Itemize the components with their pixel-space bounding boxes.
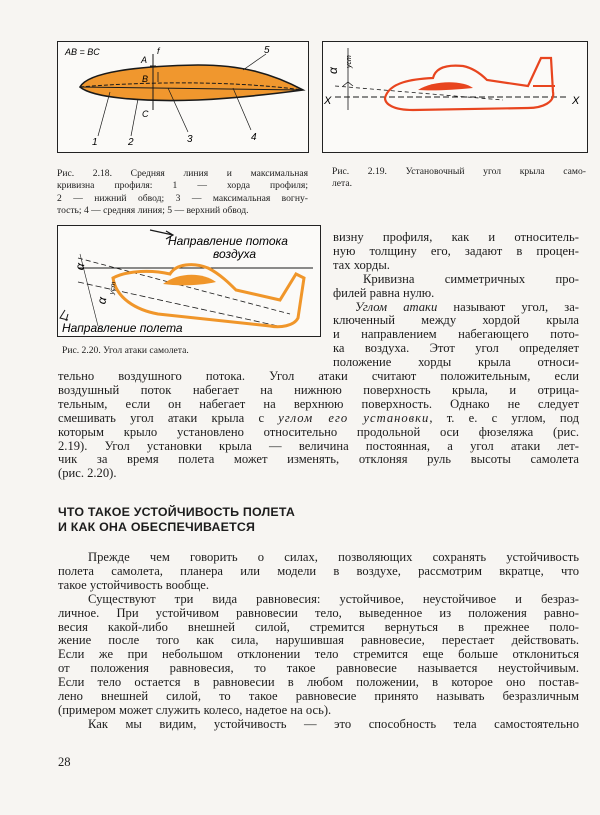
text-line: полета самолета, планера или модели в воздухе, рассмотрим вкратце, что [58,564,579,578]
right-column-text [333,231,579,370]
caption-line: лета. [332,178,353,190]
figure-2-18 [57,41,309,153]
point-c-label: C [142,109,149,119]
text-line: тельным, если он набегает на верхнюю поверхность. Однако не следует [58,397,579,411]
wing-section [418,82,473,90]
text-line: ка воздуха. Этот угол определяет [333,342,579,356]
flow-direction-label-line2: воздуха [213,247,257,261]
text-line: которым крыло установлено относительно продольной оси фюзеляжа (рис. [58,425,579,439]
airplane-side-outline [385,58,553,110]
text-line: 2.19). Угол установки крыла — величина постоянная, а угол атаки лет- [58,439,579,453]
text-line: чик за время полета может изменять, отклоняя руль высоты самолета [58,453,579,467]
label-3: 3 [187,134,193,145]
text-line: Кривизна симметричных про- [363,272,579,286]
text-line: (рис. 2.20). [58,467,117,481]
text-line: (примером может служить колесо, надетое на ось). [58,703,332,717]
text-line: лено внешней силой, то такое равновесие принято называть безразличным [58,690,579,704]
emphasized-term: Углом атаки [355,300,438,314]
text-line: личное. При устойчивом равновесии тело, выведенное из положения равно- [58,606,579,620]
alpha-setting-subscript: уст [346,55,353,68]
heading-line: И КАК ОНА ОБЕСПЕЧИВАЕТСЯ [58,520,256,534]
flow-direction-label-line1: Направление потока [168,234,288,248]
point-b-label: B [142,74,149,84]
text-line: филей равна нулю. [333,286,435,300]
text-line: Углом атаки называют угол, за- [355,300,579,314]
text-line: от положения равновесия, то такое равновесие называется неустойчивым. [58,662,579,676]
caption-line: Рис. 2.18. Средняя линия и максимальная [57,168,308,179]
caption-line: тость; 4 — средняя линия; 5 — верхний обвод. [57,205,249,217]
label-2: 2 [128,137,134,148]
wing-chord-line [335,86,503,100]
airfoil-profile-diagram [58,42,308,152]
camber-f-label: f [157,46,160,56]
full-width-paragraph [58,370,579,481]
text-line: воздушный поток набегает на нижнюю поверхность крыла, и отрица- [58,383,579,397]
text-line: такое устойчивость вообще. [58,578,210,592]
text-line: тах хорды. [333,258,390,272]
text-line: Как мы видим, устойчивость — это способность тела самостоятельно [88,717,579,731]
figure-2-19 [322,41,588,153]
wing-setting-angle-diagram [323,42,587,152]
point-a-label: A [141,55,148,65]
text-line: Существуют три вида равновесия: устойчивое, неустойчивое и безраз- [88,592,579,606]
figure-2-20 [57,225,321,337]
caption-line: кривизна профиля: 1 — хорда профиля; [57,180,308,192]
text-line: Если же при небольшом отклонении тело стремится еще больше отклониться [58,648,579,662]
axis-x-left-label: X [324,95,332,107]
section-heading [58,505,295,535]
caption-line: Рис. 2.20. Угол атаки самолета. [62,345,189,356]
text-line: визну профиля, как и относитель- [333,231,579,244]
wing-section [163,275,216,286]
figure-2-18-caption [57,168,308,218]
angle-of-attack-diagram [58,226,320,336]
figure-2-20-caption [62,345,312,357]
text-line: и направлением набегающего пото- [333,328,579,342]
alpha-label: α [72,261,88,272]
caption-line: 2 — нижний обвод; 3 — максимальная вогну- [57,192,308,204]
label-4: 4 [251,132,257,143]
text-line: ную толщину его, задают в процен- [333,244,579,258]
alpha-setting-label: α [326,67,340,74]
caption-line: Рис. 2.19. Установочный угол крыла само- [332,166,586,177]
figure-2-19-caption [332,166,586,191]
text-line: жение после того как сила, нарушившая равновесие, перестает действовать. [58,634,579,648]
axis-x-right-label: X [572,95,580,107]
text-line: тельно воздушного потока. Угол атаки считают положительным, если [58,370,579,383]
flight-direction-label: Направление полета [62,321,183,335]
text-line: весия какой-либо внешней силой, стремится вернуться в прежнее поло- [58,620,579,634]
heading-line: ЧТО ТАКОЕ УСТОЙЧИВОСТЬ ПОЛЕТА [58,505,296,519]
text-line: смешивать угол атаки крыла с углом его установки, т. е. с углом, под [58,411,579,425]
label-1: 1 [92,137,98,148]
label-5: 5 [264,45,270,56]
text-line: Если тело остается в равновесии в любом положении, в которое оно постав- [58,676,579,690]
text-line: Прежде чем говорить о силах, позволяющих сохранять устойчивость [88,551,579,564]
page-number: 28 [58,755,71,769]
equality-formula-label: AB = BC [65,47,100,57]
section-body [58,551,579,732]
text-line: положение хорды крыла относи- [333,356,579,370]
text-line: ключенный между хордой крыла [333,314,579,328]
alpha-setting-label: α [94,295,110,306]
flight-direction-arrow [60,310,68,321]
emphasized-term: углом его установки [278,411,430,425]
alpha-setting-subscript: уст [108,281,118,296]
